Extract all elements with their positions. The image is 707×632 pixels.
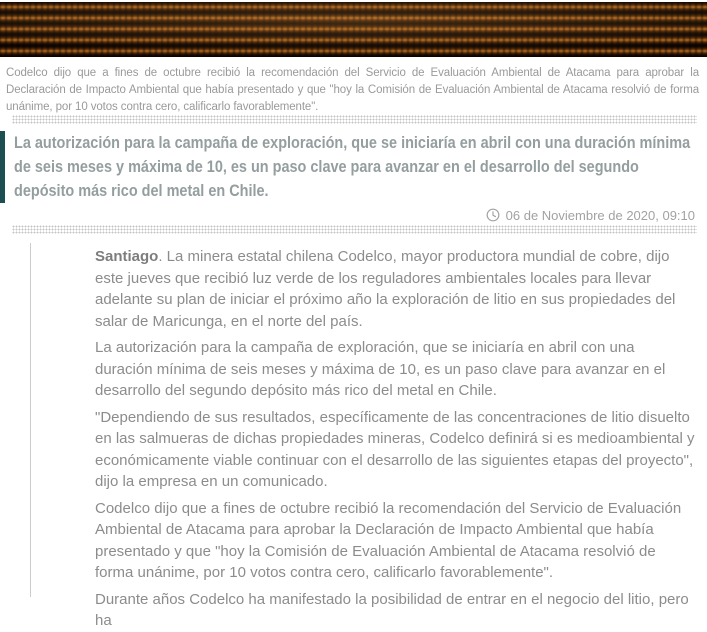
- article-paragraph: Santiago. La minera estatal chilena Codelco, mayor productora mundial de cobre, dijo este jueves que recibió luz verde de los reguladores ambientales locales para llevar adelante su plan de iniciar el próximo año la exploración de litio en sus propiedades del salar de Maricunga, en el norte del país.: [95, 248, 676, 330]
- dateline: Santiago: [95, 248, 159, 265]
- image-caption: Codelco dijo que a fines de octubre recibió la recomendación del Servicio de Evaluación Ambiental de Atacama para aprobar la Declaración de Impacto Ambiental que había presentado y que "hoy la Comisión de Evaluación Ambiental de Atacama resolvió de forma unánime, por 10 votos contra cero, calificarlo favorablemente".: [6, 67, 699, 113]
- lead-summary-block: [0, 131, 707, 203]
- hero-image: [0, 2, 707, 57]
- article-left-rule: [30, 243, 31, 597]
- clock-icon: [486, 208, 500, 222]
- article-paragraph: "Dependiendo de sus resultados, específicamente de las concentraciones de litio disuelto en las salmueras de dichas propiedades mineras, Codelco definirá si es medioambiental y económicamente viable continuar con el desarrollo de las siguientes etapas del proyecto", dijo la empresa en un comunicado.: [95, 408, 695, 490]
- lead-summary-text: La autorización para la campaña de exploración, que se iniciaría en abril con una duración mínima de seis meses y máxima de 10, es un paso clave para avanzar en el desarrollo del segundo depósito más rico del metal en Chile.: [14, 133, 691, 200]
- article-paragraph: Durante años Codelco ha manifestado la posibilidad de entrar en el negocio del litio, pero ha: [95, 590, 689, 629]
- article-paragraph: Codelco dijo que a fines de octubre recibió la recomendación del Servicio de Evaluación Ambiental de Atacama para aprobar la Declaración de Impacto Ambiental que había presentado y que "hoy la Comisión de Evaluación Ambiental de Atacama resolvió de forma unánime, por 10 votos contra cero, calificarlo favorablemente".: [95, 499, 682, 581]
- dotted-separator-top: [12, 115, 697, 124]
- publish-date-row: [0, 207, 695, 223]
- article-page: [0, 2, 707, 629]
- publish-datetime: 06 de Noviembre de 2020, 09:10: [505, 207, 695, 223]
- article-paragraph: La autorización para la campaña de exploración, que se iniciaría en abril con una duración mínima de seis meses y máxima de 10, es un paso clave para avanzar en el desarrollo del segundo depósito más rico del metal en Chile.: [95, 339, 666, 399]
- article-body: [95, 246, 695, 632]
- dotted-separator-meta: [12, 225, 697, 234]
